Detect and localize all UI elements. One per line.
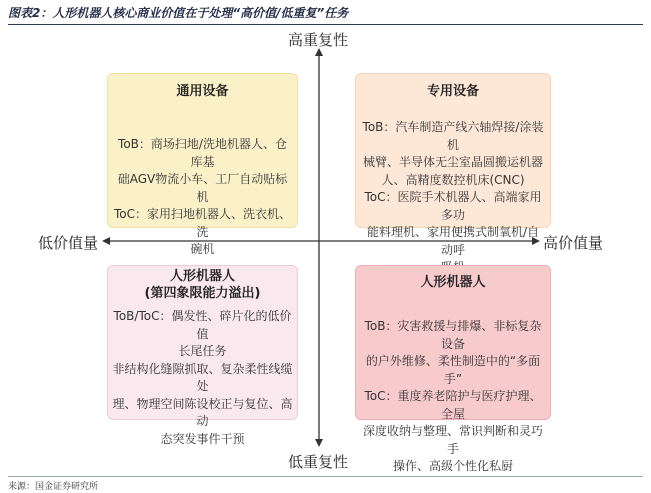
axis-label-top: 高重复性 [288,31,349,49]
quadrant-general-equipment [107,73,298,256]
quadrant-line: 能料理机、家用便携式制氧机/自动呼 [366,225,540,257]
quadrant-title-line2: (第四象限能力溢出) [144,286,261,301]
source-note: 来源：国金证券研究所 [8,482,99,492]
figure-title: 图表2：人形机器人核心商业价值在于处理“高价值/低重复”任务 [8,6,349,20]
quadrant-line: 长尾任务 [178,344,227,358]
quadrant-title-line1: 人形机器人 [169,269,235,284]
axis-label-bottom: 低重复性 [288,453,349,471]
quadrant-line: ToC：医院手术机器人、高端家用多功 [364,190,542,222]
quadrant-title: 人形机器人 [420,275,486,290]
quadrant-line: 操作、高级个性化私厨 [392,459,513,473]
quadrant-line: 理、物理空间陈设校正与复位、高动 [112,396,293,428]
quadrant-line: ToC：家用扫地机器人、洗衣机、洗 [114,207,292,239]
quadrant-line: ToC：重度养老陪护与医疗护理、全屋 [364,389,542,421]
quadrant-line: 械臂、半导体无尘室晶圆搬运机器 [362,155,543,169]
footer-divider [8,476,643,477]
quadrant-line: 的户外维修、柔性制造中的“多面手” [365,354,541,386]
quadrant-line: ToB：灾害救援与排爆、非标复杂设备 [364,319,542,351]
quadrant-line: ToB：商场扫地/洗地机器人、仓库基 [118,137,287,169]
quadrant-line: 人、高精度数控机床(CNC) [381,172,525,187]
quadrant-line: 非结构化缝隙抓取、复杂柔性线缆处 [112,361,293,393]
quadrant-humanoid-overflow [107,265,298,446]
quadrant-title: 通用设备 [176,84,229,99]
axis-label-left: 低价值量 [38,234,99,252]
quadrant-line: 态突发事件干预 [160,431,245,446]
quadrant-special-equipment [355,73,551,257]
quadrant-line: 础AGV物流小车、工厂自动贴标机 [117,172,288,204]
quadrant-title [108,268,297,302]
quadrant-line: ToB：汽车制造产线六轴焊接/涂装机 [362,120,544,152]
quadrant-line: 深度收纳与整理、常识判断和灵巧手 [362,424,543,456]
quadrant-line: 碗机 [190,242,215,256]
quadrant-title: 专用设备 [426,84,479,99]
quadrant-line: ToB/ToC：偶发性、碎片化的低价值 [113,309,292,341]
axis-label-right: 高价值量 [543,234,604,252]
quadrant-humanoid-core [355,265,551,473]
